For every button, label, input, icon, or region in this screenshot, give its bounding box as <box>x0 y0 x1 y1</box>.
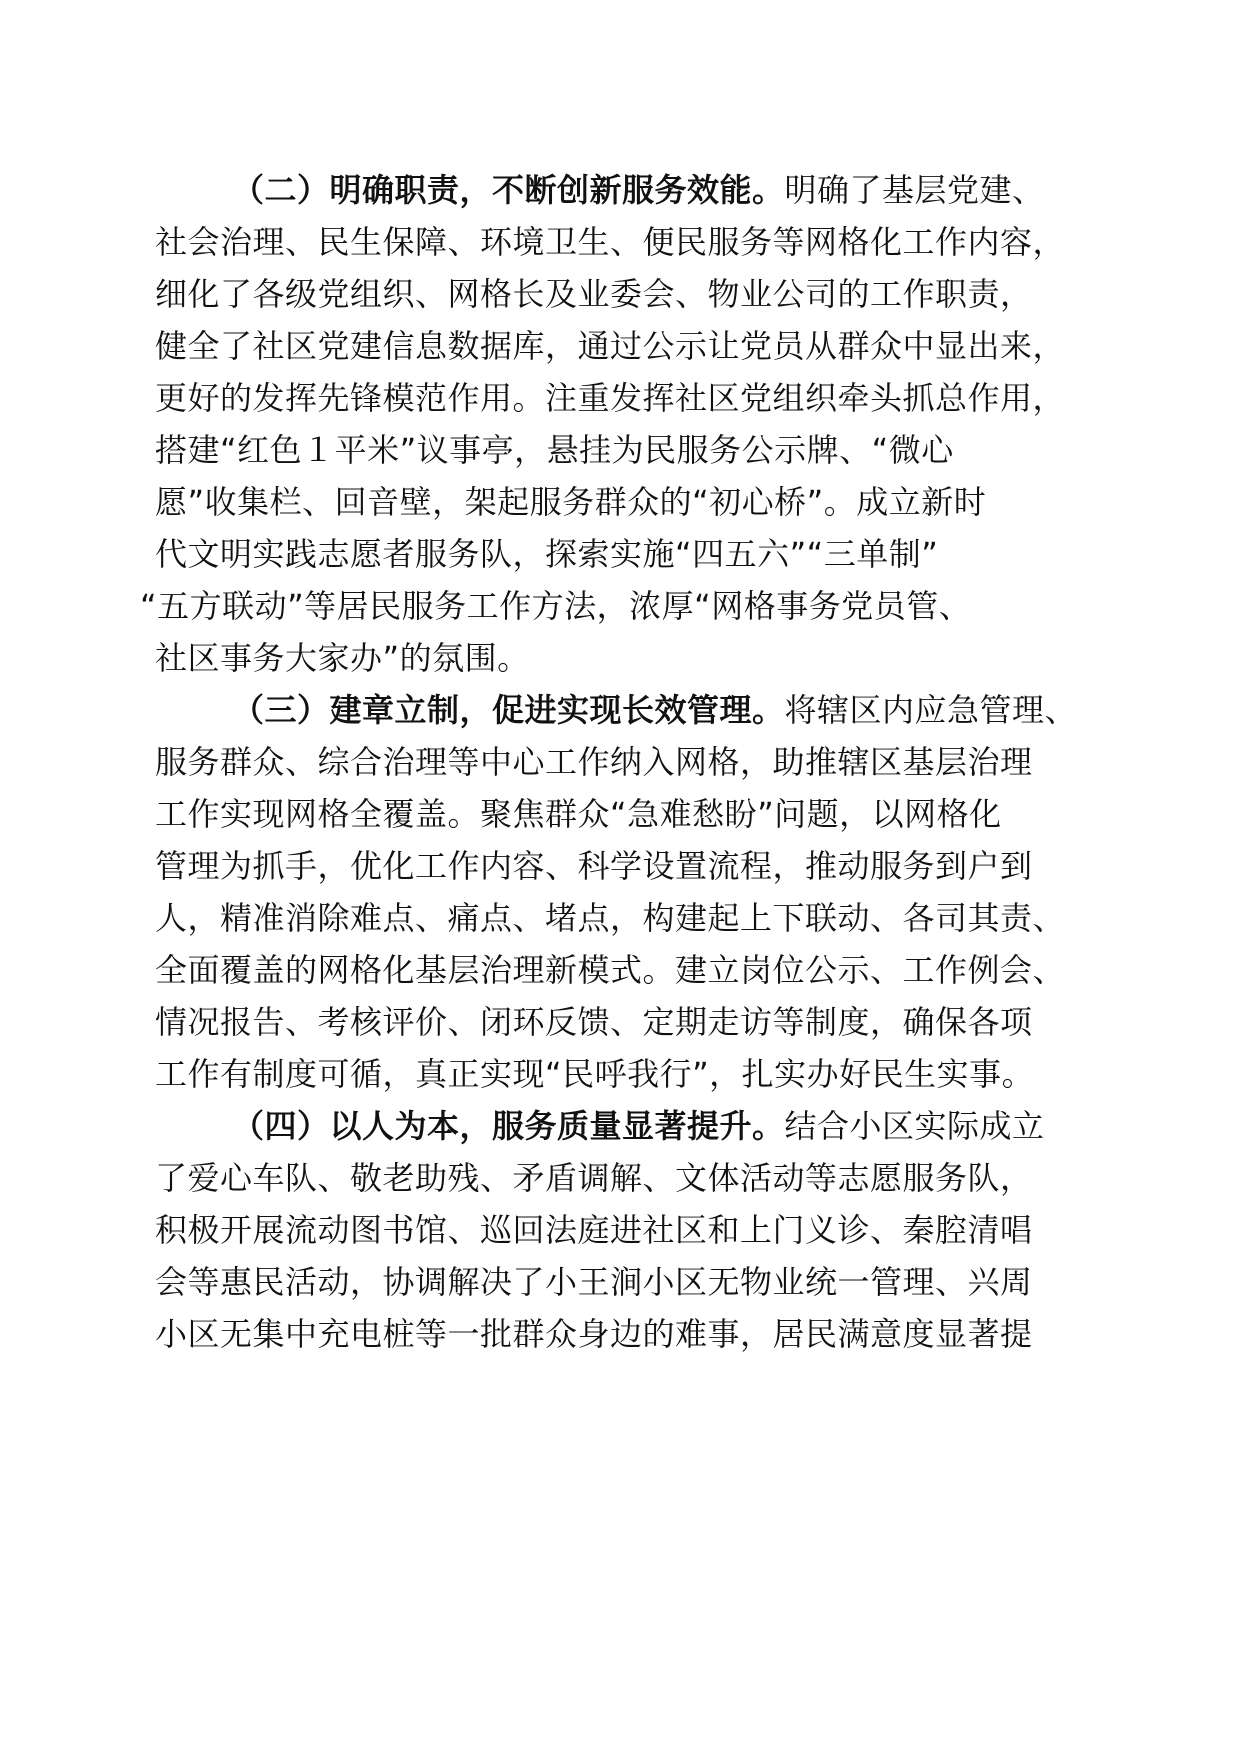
paragraph-4-line-5: 小区无集中充电桩等一批群众身边的难事，居民满意度显著提 <box>155 1315 1033 1353</box>
paragraph-3-line-3: 工作实现网格全覆盖。聚焦群众“急难愁盼”问题，以网格化 <box>155 795 1002 833</box>
paragraph-2-heading: （二）明确职责，不断创新服务效能。 <box>232 171 785 209</box>
paragraph-2-line-8: 代文明实践志愿者服务队，探索实施“四五六”“三单制” <box>155 535 939 573</box>
paragraph-2-line-5: 更好的发挥先锋模范作用。注重发挥社区党组织牵头抓总作用， <box>155 379 1066 417</box>
paragraph-3-line-5: 人，精准消除难点、痛点、堵点，构建起上下联动、各司其责、 <box>155 899 1066 937</box>
paragraph-2-line-6: 搭建“红色１平米”议事亭，悬挂为民服务公示牌、“微心 <box>155 431 954 469</box>
paragraph-2-text: 明确了基层党建、 <box>784 171 1045 209</box>
paragraph-2-line-1 <box>232 168 1045 212</box>
paragraph-3-line-1 <box>232 688 1077 732</box>
paragraph-3-text: 将辖区内应急管理、 <box>784 691 1078 729</box>
paragraph-3-line-4: 管理为抓手，优化工作内容、科学设置流程，推动服务到户到 <box>155 847 1033 885</box>
paragraph-3-heading: （三）建章立制，促进实现长效管理。 <box>232 691 785 729</box>
paragraph-2-line-2: 社会治理、民生保障、环境卫生、便民服务等网格化工作内容， <box>155 223 1066 261</box>
paragraph-2-line-9: “五方联动”等居民服务工作方法，浓厚“网格事务党员管、 <box>140 587 972 625</box>
paragraph-4-line-1 <box>232 1104 1045 1148</box>
paragraph-4-line-4: 会等惠民活动，协调解决了小王涧小区无物业统一管理、兴周 <box>155 1263 1033 1301</box>
paragraph-3-line-7: 情况报告、考核评价、闭环反馈、定期走访等制度，确保各项 <box>155 1003 1033 1041</box>
paragraph-3-line-8: 工作有制度可循，真正实现“民呼我行”，扎实办好民生实事。 <box>155 1055 1035 1093</box>
paragraph-3-line-6: 全面覆盖的网格化基层治理新模式。建立岗位公示、工作例会、 <box>155 951 1066 989</box>
paragraph-4-heading: （四）以人为本，服务质量显著提升。 <box>232 1107 785 1145</box>
paragraph-2-line-10: 社区事务大家办”的氛围。 <box>155 639 530 677</box>
paragraph-2-line-7: 愿”收集栏、回音壁，架起服务群众的“初心桥”。成立新时 <box>155 483 987 521</box>
paragraph-3-line-2: 服务群众、综合治理等中心工作纳入网格，助推辖区基层治理 <box>155 743 1033 781</box>
paragraph-4-line-2: 了爱心车队、敬老助残、矛盾调解、文体活动等志愿服务队， <box>155 1159 1033 1197</box>
paragraph-2-line-3: 细化了各级党组织、网格长及业委会、物业公司的工作职责， <box>155 275 1033 313</box>
paragraph-4-line-3: 积极开展流动图书馆、巡回法庭进社区和上门义诊、秦腔清唱 <box>155 1211 1033 1249</box>
paragraph-4-text: 结合小区实际成立 <box>784 1107 1045 1145</box>
paragraph-2-line-4: 健全了社区党建信息数据库，通过公示让党员从群众中显出来， <box>155 327 1066 365</box>
